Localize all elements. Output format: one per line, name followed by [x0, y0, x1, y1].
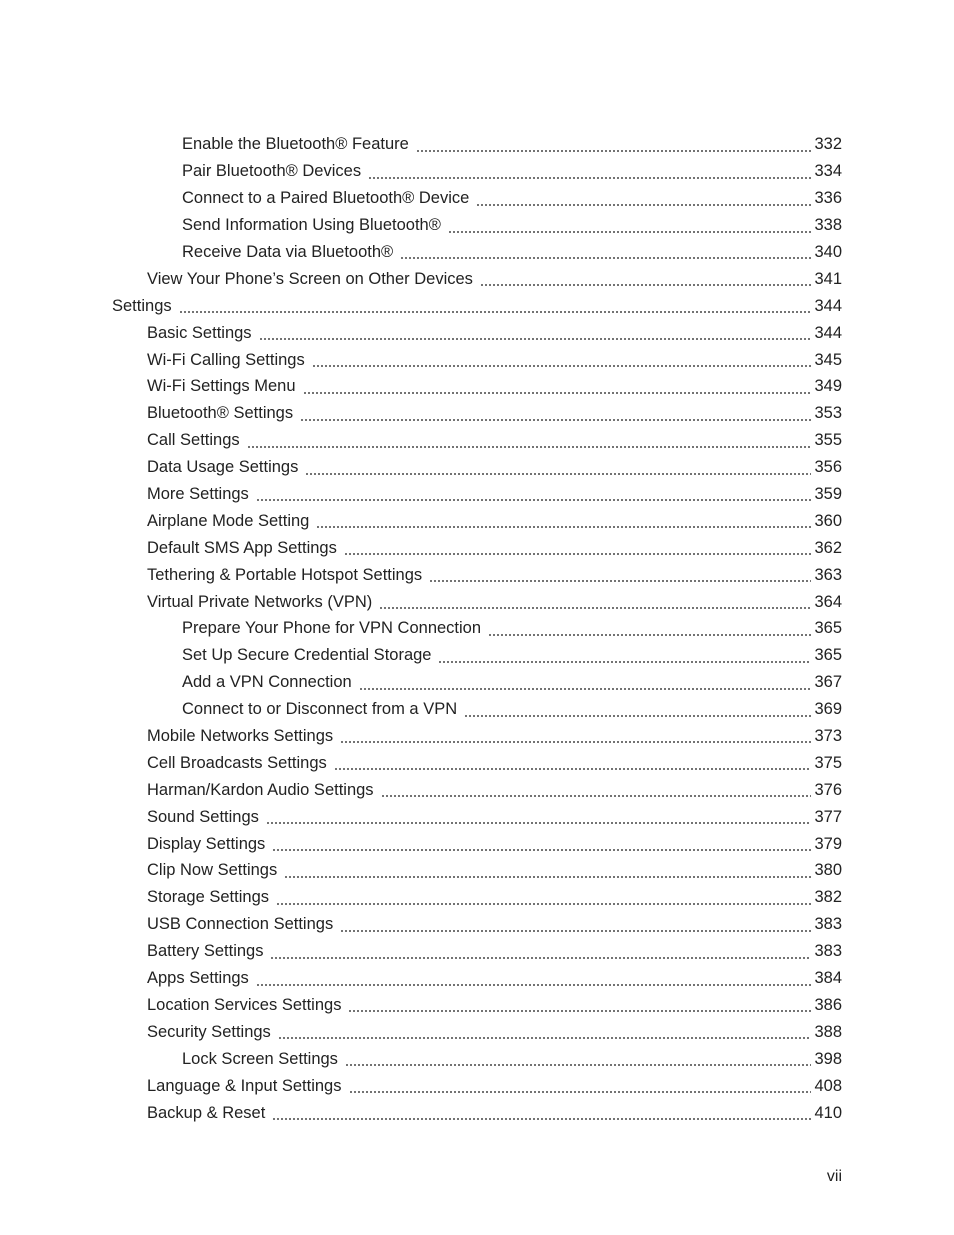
toc-entry-title: Send Information Using Bluetooth®	[182, 216, 441, 235]
toc-dot-leader	[266, 822, 812, 824]
toc-entry-title: Battery Settings	[147, 942, 264, 961]
toc-dot-leader	[476, 204, 811, 206]
toc-dot-leader	[400, 257, 811, 259]
toc-dot-leader	[448, 231, 812, 233]
toc-entry[interactable]	[0, 212, 954, 239]
toc-entry-page: 369	[814, 700, 842, 719]
toc-dot-leader	[348, 1010, 811, 1012]
toc-dot-leader	[316, 526, 811, 528]
toc-entry[interactable]	[0, 965, 954, 992]
toc-dot-leader	[300, 419, 811, 421]
toc-entry-page: 365	[814, 619, 842, 638]
toc-entry[interactable]	[0, 185, 954, 212]
toc-dot-leader	[359, 688, 812, 690]
toc-entry[interactable]	[0, 803, 954, 830]
toc-entry[interactable]	[0, 131, 954, 158]
toc-entry-title: Storage Settings	[147, 888, 269, 907]
toc-entry-page: 344	[814, 296, 842, 315]
toc-entry[interactable]	[0, 373, 954, 400]
toc-entry-page: 375	[814, 753, 842, 772]
toc-entry[interactable]	[0, 642, 954, 669]
toc-entry-title: More Settings	[147, 485, 249, 504]
toc-entry[interactable]	[0, 1045, 954, 1072]
toc-entry-title: Display Settings	[147, 834, 266, 853]
toc-dot-leader	[270, 957, 811, 959]
toc-entry-page: 345	[814, 350, 842, 369]
toc-entry-page: 360	[814, 511, 842, 530]
toc-dot-leader	[259, 338, 812, 340]
toc-dot-leader	[340, 741, 811, 743]
toc-dot-leader	[256, 984, 812, 986]
toc-dot-leader	[272, 849, 811, 851]
toc-entry-title: Pair Bluetooth® Devices	[182, 162, 362, 181]
toc-entry[interactable]	[0, 992, 954, 1019]
toc-entry[interactable]	[0, 481, 954, 508]
toc-entry[interactable]	[0, 1018, 954, 1045]
toc-entry-title: Location Services Settings	[147, 995, 342, 1014]
toc-entry-title: Receive Data via Bluetooth®	[182, 243, 394, 261]
toc-entry[interactable]	[0, 723, 954, 750]
toc-dot-leader	[488, 634, 811, 636]
toc-entry-page: 363	[814, 565, 842, 584]
toc-entry-page: 377	[814, 807, 842, 826]
toc-entry[interactable]	[0, 239, 954, 266]
toc-entry-page: 384	[814, 969, 842, 988]
toc-entry-page: 388	[814, 1022, 842, 1041]
toc-entry-title: Mobile Networks Settings	[147, 727, 334, 746]
toc-entry[interactable]	[0, 938, 954, 965]
toc-entry[interactable]	[0, 615, 954, 642]
toc-dot-leader	[303, 392, 812, 394]
toc-dot-leader	[345, 1064, 812, 1066]
toc-entry-title: Security Settings	[147, 1022, 271, 1041]
toc-entry[interactable]	[0, 1099, 954, 1126]
table-of-contents	[0, 131, 954, 1126]
toc-entry-title: Connect to a Paired Bluetooth® Device	[182, 189, 470, 208]
toc-dot-leader	[312, 365, 812, 367]
toc-dot-leader	[284, 876, 811, 878]
toc-entry-page: 336	[814, 189, 842, 208]
toc-dot-leader	[340, 930, 811, 932]
toc-entry-page: 380	[814, 861, 842, 880]
toc-dot-leader	[429, 580, 811, 582]
toc-entry-page: 398	[814, 1049, 842, 1068]
toc-dot-leader	[334, 768, 812, 770]
toc-dot-leader	[438, 661, 811, 663]
toc-entry[interactable]	[0, 158, 954, 185]
toc-entry-page: 341	[814, 269, 842, 288]
toc-dot-leader	[272, 1118, 811, 1120]
toc-entry-page: 367	[814, 673, 842, 692]
toc-entry-page: 355	[814, 431, 842, 450]
toc-dot-leader	[416, 150, 812, 152]
toc-entry-page: 365	[814, 646, 842, 665]
toc-entry-title: Basic Settings	[147, 323, 252, 342]
toc-entry-title: Add a VPN Connection	[182, 673, 352, 692]
toc-dot-leader	[256, 499, 812, 501]
toc-entry-title: Language & Input Settings	[147, 1076, 342, 1095]
toc-entry-title: Wi-Fi Settings Menu	[147, 377, 296, 396]
toc-entry[interactable]	[0, 400, 954, 427]
toc-dot-leader	[381, 795, 812, 797]
toc-entry-page: 362	[814, 538, 842, 557]
toc-entry-page: 376	[814, 780, 842, 799]
toc-entry-title: Enable the Bluetooth® Feature	[182, 135, 409, 154]
toc-entry[interactable]	[0, 884, 954, 911]
toc-entry-title: Default SMS App Settings	[147, 538, 337, 557]
toc-entry[interactable]	[0, 749, 954, 776]
toc-entry-title: Settings	[112, 296, 172, 315]
toc-entry-page: 373	[814, 727, 842, 746]
toc-entry-page: 383	[814, 915, 842, 934]
toc-entry-title: Call Settings	[147, 431, 240, 450]
toc-entry-title: Bluetooth® Settings	[147, 404, 294, 423]
toc-entry[interactable]	[0, 534, 954, 561]
toc-entry[interactable]	[0, 292, 954, 319]
toc-entry-title: View Your Phone’s Screen on Other Devices	[147, 269, 473, 288]
toc-entry-page: 340	[814, 243, 842, 261]
toc-entry-page: 383	[814, 942, 842, 961]
toc-entry-title: Set Up Secure Credential Storage	[182, 646, 432, 665]
toc-entry-title: Harman/Kardon Audio Settings	[147, 780, 374, 799]
toc-entry-title: Sound Settings	[147, 807, 259, 826]
page-number: vii	[826, 1168, 842, 1185]
toc-entry-page: 334	[814, 162, 842, 181]
toc-entry-page: 408	[814, 1076, 842, 1095]
toc-entry[interactable]	[0, 830, 954, 857]
toc-entry[interactable]	[0, 588, 954, 615]
toc-entry[interactable]	[0, 507, 954, 534]
toc-entry[interactable]	[0, 776, 954, 803]
toc-entry[interactable]	[0, 427, 954, 454]
toc-entry-page: 344	[814, 323, 842, 342]
toc-dot-leader	[480, 284, 812, 286]
toc-entry[interactable]	[0, 1072, 954, 1099]
toc-entry-page: 382	[814, 888, 842, 907]
toc-dot-leader	[344, 553, 812, 555]
toc-dot-leader	[247, 446, 812, 448]
toc-dot-leader	[305, 473, 811, 475]
toc-entry-title: Airplane Mode Setting	[147, 511, 310, 530]
toc-entry-page: 349	[814, 377, 842, 396]
toc-dot-leader	[278, 1037, 812, 1039]
toc-entry-page: 332	[814, 135, 842, 154]
toc-dot-leader	[368, 177, 811, 179]
toc-entry-page: 364	[814, 592, 842, 611]
toc-dot-leader	[276, 903, 811, 905]
toc-entry-title: Data Usage Settings	[147, 458, 299, 477]
toc-entry-title: Lock Screen Settings	[182, 1049, 338, 1068]
toc-entry-title: Connect to or Disconnect from a VPN	[182, 700, 458, 719]
toc-entry[interactable]	[0, 669, 954, 696]
toc-entry-page: 359	[814, 485, 842, 504]
toc-entry-page: 338	[814, 216, 842, 235]
toc-dot-leader	[349, 1091, 812, 1093]
toc-entry-page: 410	[814, 1103, 842, 1122]
toc-entry[interactable]	[0, 265, 954, 292]
toc-entry[interactable]	[0, 857, 954, 884]
toc-dot-leader	[179, 311, 812, 313]
toc-entry-title: USB Connection Settings	[147, 915, 334, 934]
toc-entry[interactable]	[0, 319, 954, 346]
toc-entry[interactable]	[0, 696, 954, 723]
toc-entry[interactable]	[0, 911, 954, 938]
toc-entry-title: Tethering & Portable Hotspot Settings	[147, 565, 423, 584]
toc-entry-page: 386	[814, 995, 842, 1014]
toc-entry-page: 356	[814, 458, 842, 477]
toc-entry[interactable]	[0, 346, 954, 373]
toc-entry-title: Apps Settings	[147, 969, 249, 988]
toc-entry[interactable]	[0, 454, 954, 481]
toc-entry-title: Wi-Fi Calling Settings	[147, 350, 305, 369]
toc-entry-title: Virtual Private Networks (VPN)	[147, 592, 373, 611]
toc-entry-page: 353	[814, 404, 842, 423]
toc-dot-leader	[379, 607, 811, 609]
toc-dot-leader	[464, 715, 811, 717]
toc-entry-title: Prepare Your Phone for VPN Connection	[182, 619, 482, 638]
toc-entry-title: Clip Now Settings	[147, 861, 278, 880]
toc-entry[interactable]	[0, 561, 954, 588]
toc-entry-page: 379	[814, 834, 842, 853]
toc-entry-title: Cell Broadcasts Settings	[147, 753, 327, 772]
toc-entry-title: Backup & Reset	[147, 1103, 266, 1122]
